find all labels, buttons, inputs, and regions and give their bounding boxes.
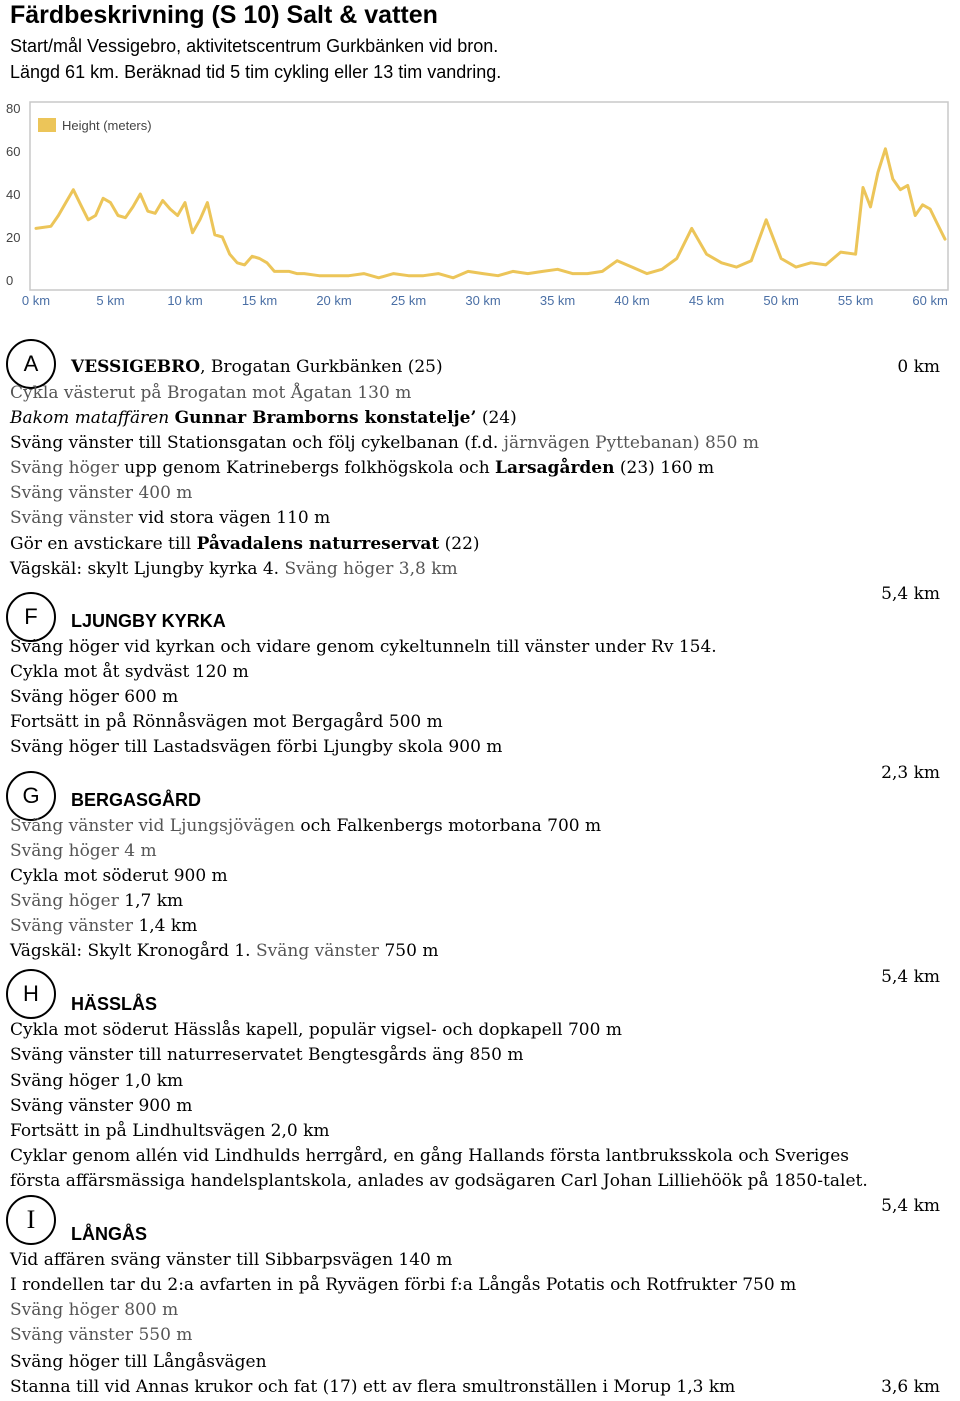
x-tick-label: 0 km — [21, 293, 51, 308]
chart-legend — [38, 118, 152, 133]
waypoint-marker-h: H — [6, 969, 56, 1019]
direction-line: första affärsmässiga handelsplantskola, anlades av godsägaren Carl Johan Lilliehöök på 1850-talet. — [10, 1171, 868, 1191]
waypoint-name-i: LÅNGÅS — [71, 1224, 147, 1244]
y-tick-label: 60 — [6, 144, 21, 159]
direction-line: Stanna till vid Annas krukor och fat (17) ett av flera smultronställen i Morup 1,3 km — [10, 1377, 736, 1397]
x-axis-ticks — [22, 293, 948, 308]
direction-line: Sväng vänster 400 m — [10, 483, 193, 503]
direction-line: Sväng vänster till Stationsgatan och följ cykelbanan (f.d. järnvägen Pyttebanan) 850 m — [10, 433, 760, 453]
direction-line: Fortsätt in på Lindhultsvägen 2,0 km — [10, 1121, 330, 1141]
direction-line: Vid affären sväng vänster till Sibbarpsvägen 140 m — [10, 1250, 453, 1270]
waypoint-name-f: LJUNGBY KYRKA — [71, 611, 226, 631]
direction-line: Cykla mot söderut 900 m — [10, 866, 228, 886]
x-tick-label: 60 km — [912, 293, 948, 308]
direction-line: Sväng höger upp genom Katrinebergs folkhögskola och Larsagården (23) 160 m — [10, 458, 715, 478]
y-tick-label: 80 — [6, 101, 21, 116]
x-tick-label: 50 km — [763, 293, 799, 308]
waypoint-name-g: BERGASGÅRD — [71, 790, 202, 810]
distance-h: 5,4 km — [881, 967, 940, 987]
direction-line: Sväng höger vid kyrkan och vidare genom cykeltunneln till vänster under Rv 154. — [10, 637, 717, 657]
direction-line: Sväng vänster vid Ljungsjövägen och Falkenbergs motorbana 700 m — [10, 816, 602, 836]
direction-line: Cykla mot söderut Hässlås kapell, populär vigsel- och dopkapell 700 m — [10, 1020, 622, 1040]
direction-line: Fortsätt in på Rönnåsvägen mot Bergagård 500 m — [10, 712, 443, 732]
y-tick-label: 0 — [6, 273, 14, 288]
waypoint-marker-g: G — [6, 771, 56, 821]
direction-line: Sväng vänster 1,4 km — [10, 916, 198, 936]
direction-line: Sväng vänster till naturreservatet Bengtesgårds äng 850 m — [10, 1045, 524, 1065]
waypoint-name-h: HÄSSLÅS — [71, 994, 158, 1014]
direction-line: Cyklar genom allén vid Lindhulds herrgård, en gång Hallands första lantbruksskola och Sveriges — [10, 1146, 849, 1166]
x-tick-label: 25 km — [390, 293, 427, 308]
page-title: Färdbeskrivning (S 10) Salt & vatten — [10, 1, 438, 29]
direction-line: Sväng höger 800 m — [10, 1300, 179, 1320]
x-tick-label: 20 km — [316, 293, 352, 308]
waypoint-title-a — [71, 356, 443, 378]
distance-i: 5,4 km — [881, 1196, 940, 1216]
direction-line: Vägskäl: skylt Ljungby kyrka 4. Sväng höger 3,8 km — [10, 559, 458, 579]
x-tick-label: 55 km — [837, 293, 874, 308]
x-tick-label: 30 km — [465, 293, 501, 308]
waypoint-marker-a: A — [6, 339, 56, 389]
waypoint-marker-f: F — [6, 592, 56, 642]
direction-line: Sväng höger till Lastadsvägen förbi Ljungby skola 900 m — [10, 737, 503, 757]
waypoint-name-a: VESSIGEBRO — [71, 357, 201, 377]
x-tick-label: 15 km — [241, 293, 278, 308]
direction-line: Vägskäl: Skylt Kronogård 1. Sväng vänster 750 m — [10, 941, 439, 961]
direction-line: Bakom mataffären Gunnar Bramborns konstatelje’ (24) — [10, 408, 517, 428]
direction-line: Sväng höger till Långåsvägen — [10, 1352, 267, 1372]
distance-a: 0 km — [897, 357, 940, 377]
x-tick-label: 5 km — [96, 293, 125, 308]
direction-line: Sväng höger 4 m — [10, 841, 157, 861]
x-tick-label: 40 km — [614, 293, 650, 308]
direction-line: Gör en avstickare till Påvadalens naturreservat (22) — [10, 534, 480, 554]
y-axis-ticks — [6, 101, 20, 288]
direction-line: Sväng höger 600 m — [10, 687, 179, 707]
waypoint-address-a: , Brogatan Gurkbänken (25) — [200, 357, 443, 377]
direction-line: Cykla mot åt sydväst 120 m — [10, 662, 249, 682]
direction-line: Cykla västerut på Brogatan mot Ågatan 130 m — [10, 383, 412, 403]
direction-line: Sväng vänster 900 m — [10, 1096, 193, 1116]
waypoint-marker-i: I — [6, 1195, 56, 1245]
elevation-chart — [0, 92, 960, 314]
x-tick-label: 45 km — [688, 293, 725, 308]
legend-label: Height (meters) — [62, 118, 152, 133]
distance-i-end: 3,6 km — [881, 1377, 940, 1397]
route-length-text: Längd 61 km. Beräknad tid 5 tim cykling eller 13 tim vandring. — [10, 62, 502, 82]
route-start-text: Start/mål Vessigebro, aktivitetscentrum Gurkbänken vid bron. — [10, 36, 499, 56]
distance-g: 2,3 km — [881, 763, 940, 783]
legend-swatch — [38, 118, 56, 132]
direction-line: Sväng höger 1,7 km — [10, 891, 184, 911]
direction-line: Sväng vänster 550 m — [10, 1325, 193, 1345]
x-tick-label: 35 km — [539, 293, 576, 308]
y-tick-label: 20 — [6, 230, 21, 245]
x-tick-label: 10 km — [167, 293, 203, 308]
distance-f: 5,4 km — [881, 584, 940, 604]
direction-line: Sväng vänster vid stora vägen 110 m — [10, 508, 331, 528]
y-tick-label: 40 — [6, 187, 21, 202]
direction-line: I rondellen tar du 2:a avfarten in på Ryvägen förbi f:a Långås Potatis och Rotfrukter 750 m — [10, 1275, 797, 1295]
direction-line: Sväng höger 1,0 km — [10, 1071, 184, 1091]
